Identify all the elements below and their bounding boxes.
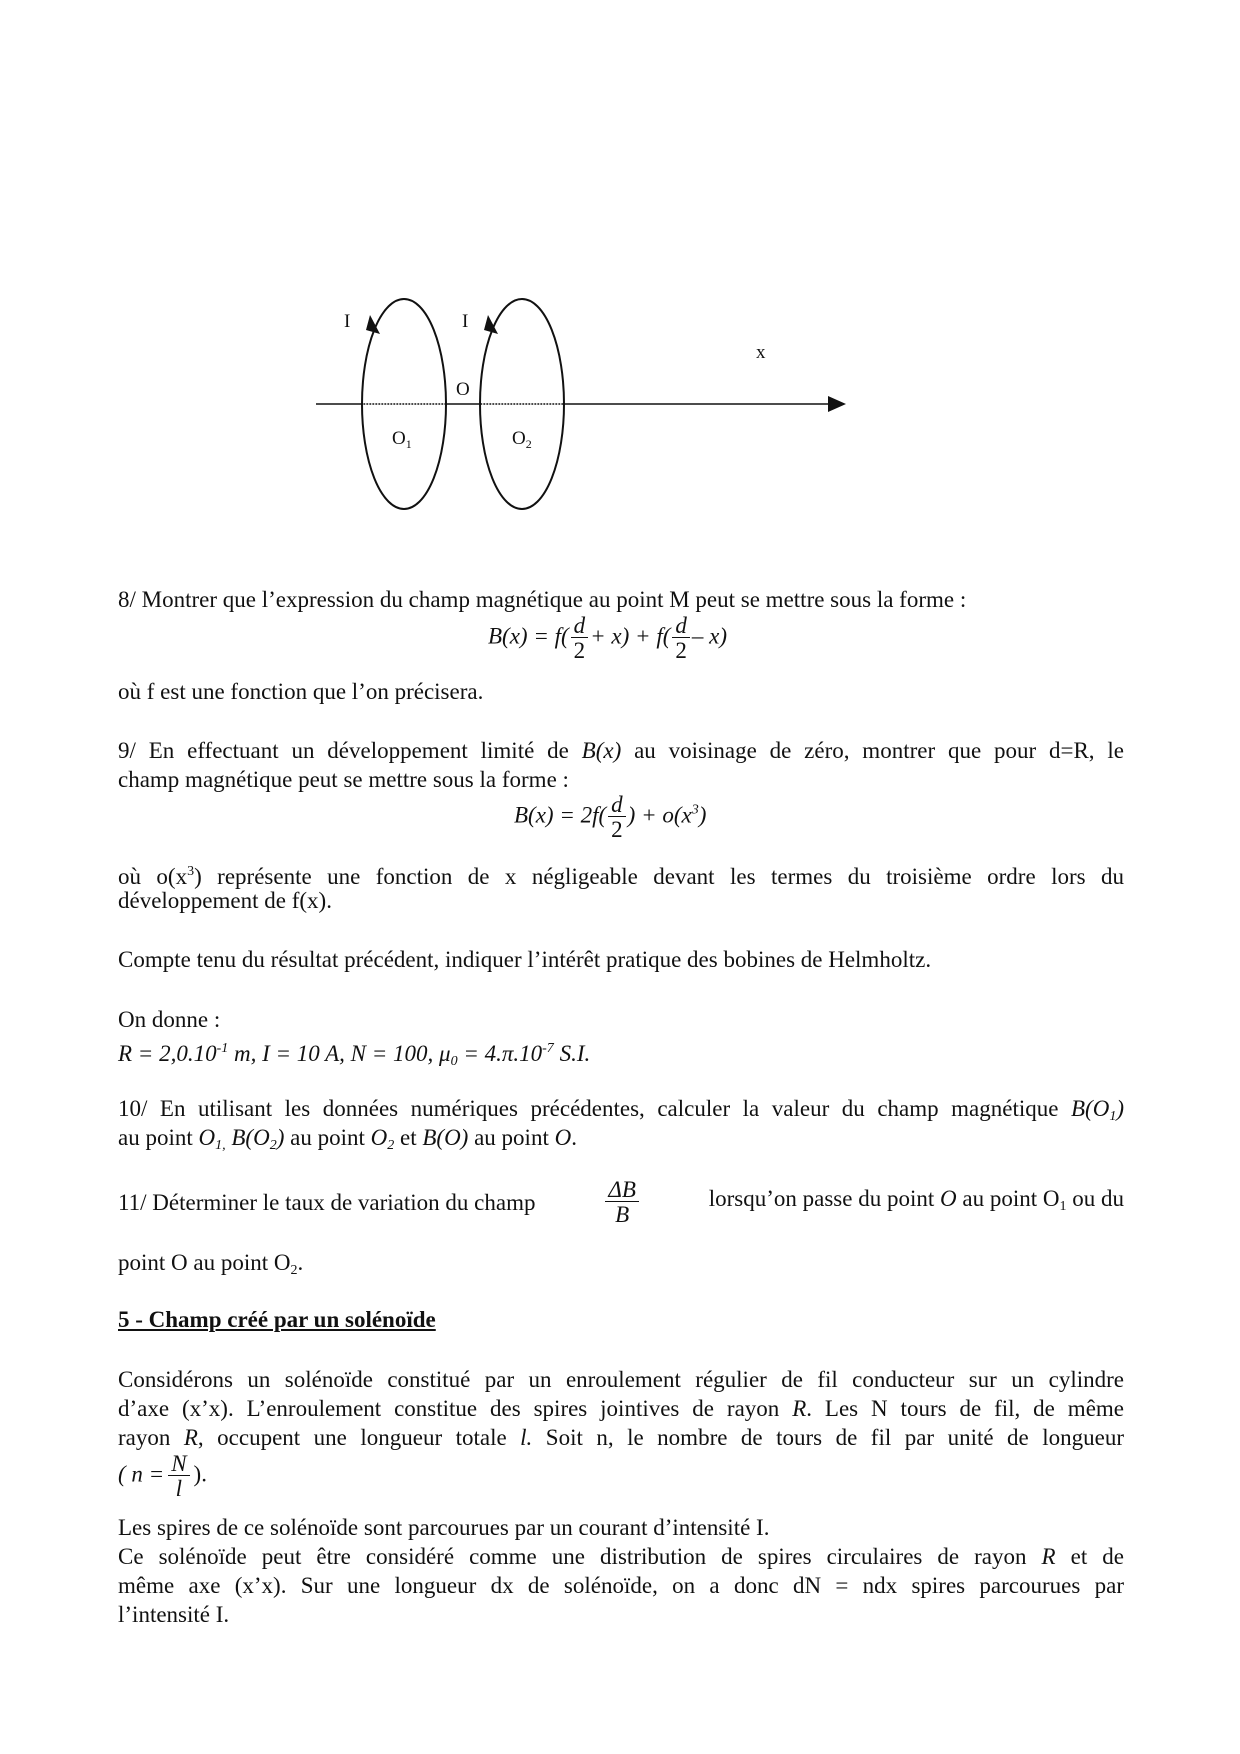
section5-n-definition: ( n = $\frac{N}{l}$ ). xyxy=(118,1451,207,1501)
donne-label: On donne : xyxy=(118,1007,221,1032)
q11-line1: 11/ Déterminer le taux de variation du champ $\frac{\Delta B}{B}$ lorsqu’on passe du point O au point $O_1$ ou du xyxy=(118,1177,1124,1227)
x-axis-arrow-icon xyxy=(828,396,846,412)
label-I-right: I xyxy=(462,311,469,332)
q9-equation: B(x) = 2f( $\frac{d}{2}$ ) + $o(x^3)$ xyxy=(514,792,707,842)
section5-p3-line2: même axe (x’x). Sur une longueur dx de solénoïde, on a donc dN = ndx spires parcourues par xyxy=(118,1573,1124,1598)
q8-equation: B(x) = f( $\frac{d}{2}$ + x) + f( $\frac{d}{2}$ – x) xyxy=(488,613,727,663)
q10-line2: au point $O_{1,}$ $B(O_2)$ au point $O_2$ et B(O) au point O. xyxy=(118,1125,577,1153)
q8-fraction-1: $\frac{d}{2}$ xyxy=(571,614,589,662)
label-x: x xyxy=(756,342,766,363)
section5-p2: Les spires de ce solénoïde sont parcourues par un courant d’intensité I. xyxy=(118,1515,770,1540)
section5-p1-line2: d’axe (x’x). L’enroulement constitue des spires jointives de rayon R. Les N tours de fil, de même xyxy=(118,1396,1125,1421)
section5-p3-line3: l’intensité I. xyxy=(118,1602,230,1627)
helmholtz-coils-figure xyxy=(300,270,880,540)
label-O2: $O_2$ xyxy=(512,428,532,451)
section5-p3-line1: Ce solénoïde peut être considéré comme une distribution de spires circulaires de rayon R et de xyxy=(118,1544,1124,1569)
q9-line2: champ magnétique peut se mettre sous la forme : xyxy=(118,767,569,792)
q10-line1: 10/ En utilisant les données numériques précédentes, calculer la valeur du champ magnétique $B(O_1)$ xyxy=(118,1096,1124,1124)
label-O1: $O_1$ xyxy=(392,428,412,451)
q9-after-line2: développement de f(x). xyxy=(118,888,332,913)
current-arrow-2-icon xyxy=(484,315,498,334)
q8-text: 8/ Montrer que l’expression du champ magnétique au point M peut se mettre sous la forme : xyxy=(118,587,967,612)
n-fraction: $\frac{N}{l}$ xyxy=(168,1452,189,1500)
section5-p1-line1: Considérons un solénoïde constitué par un enroulement régulier de fil conducteur sur un cylindre xyxy=(118,1367,1124,1392)
q11-line2: point O au point $O_2$. xyxy=(118,1250,304,1278)
donne-values: $R = 2,0.10^{-1}$ m, I = 10 A, N = 100, $\mu_0 = 4.\pi.10^{-7}$ S.I. xyxy=(118,1041,591,1069)
q8-fraction-2: $\frac{d}{2}$ xyxy=(672,614,690,662)
label-O: O xyxy=(456,379,470,400)
section5-title: 5 - Champ créé par un solénoïde xyxy=(118,1307,436,1332)
q9-line1: 9/ En effectuant un développement limité de B(x) au voisinage de zéro, montrer que pour d=R, le xyxy=(118,738,1124,763)
section5-p1-line3: rayon R, occupent une longueur totale l. Soit n, le nombre de tours de fil par unité de longueur xyxy=(118,1425,1124,1450)
q9-after-line1: où $o(x^3)$ représente une fonction de x négligeable devant les termes du troisième ordre lors du xyxy=(118,864,1124,889)
current-arrow-1-icon xyxy=(366,315,380,334)
q8-after: où f est une fonction que l’on précisera. xyxy=(118,679,484,704)
q9-fraction: $\frac{d}{2}$ xyxy=(608,793,626,841)
q9-compte: Compte tenu du résultat précédent, indiquer l’intérêt pratique des bobines de Helmholtz. xyxy=(118,947,932,972)
q11-fraction: $\frac{\Delta B}{B}$ xyxy=(605,1178,639,1226)
label-I-left: I xyxy=(344,311,351,332)
